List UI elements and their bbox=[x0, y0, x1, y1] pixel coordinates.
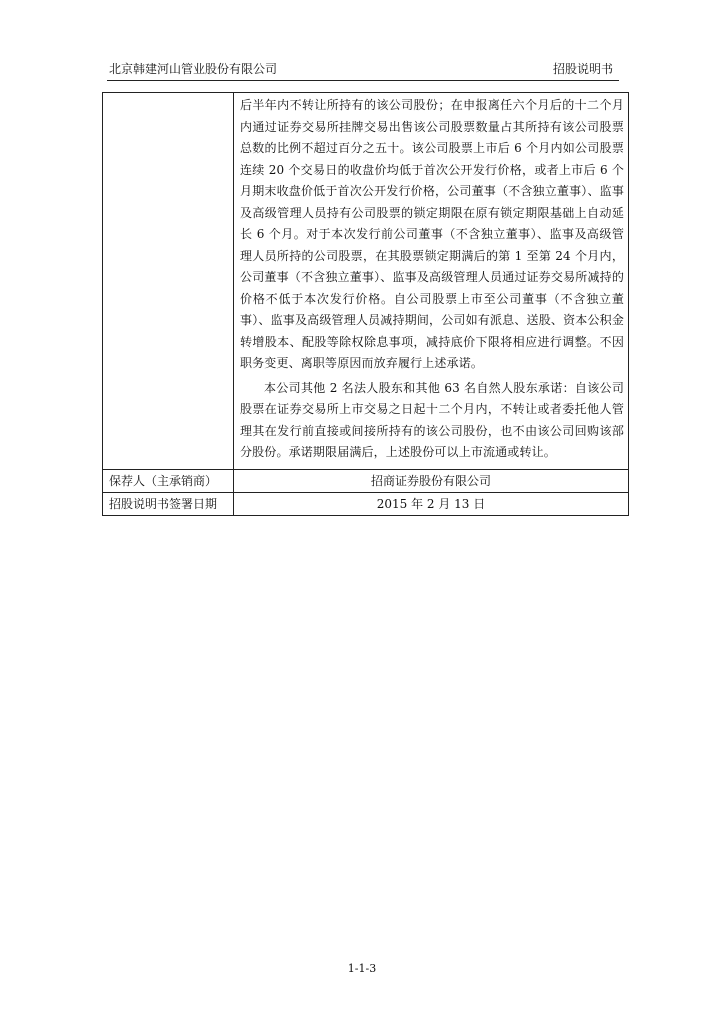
table-row bbox=[103, 469, 629, 492]
company-name: 北京韩建河山管业股份有限公司 bbox=[109, 62, 278, 76]
sponsor-label: 保荐人（主承销商） bbox=[103, 469, 234, 492]
commitment-paragraph: 后半年内不转让所持有的该公司股份；在申报离任六个月后的十二个月内通过证券交易所挂牌交易出售该公司股票数量占其所持有该公司股票总数的比例不超过百分之五十。该公司股票上市后 6 个月内如公司股票连续 20 个交易日的收盘价均低于首次公开发行价格，或者上市后 6 个月期末收盘价低于首次公开发行价格，公司董事（不含独立董事）、监事及高级管理人员持有公司股票的锁定期限在原有锁定期限基础上自动延长 6 个月。对于本次发行前公司董事（不含独立董事）、监事及高级管理人员所持的公司股票，在其股票锁定期满后的第 1 至第 24 个月内，公司董事（不含独立董事）、监事及高级管理人员通过证券交易所减持的价格不低于本次发行价格。自公司股票上市至公司董事（不含独立董事）、监事及高级管理人员减持期间，公司如有派息、送股、资本公积金转增股本、配股等除权除息事项，减持底价下限将相应进行调整。不因职务变更、离职等原因而放弃履行上述承诺。 bbox=[240, 98, 624, 370]
document-type: 招股说明书 bbox=[552, 62, 613, 76]
page-number: 1-1-3 bbox=[347, 962, 377, 975]
header-rule bbox=[107, 80, 619, 81]
info-table bbox=[102, 92, 629, 516]
table-row bbox=[103, 93, 629, 470]
commitment-paragraph: 本公司其他 2 名法人股东和其他 63 名自然人股东承诺：自该公司股票在证券交易所上市交易之日起十二个月内，不转让或者委托他人管理其在发行前直接或间接所持有的该公司股份，也不由该公司回购该部分股份。承诺期限届满后，上述股份可以上市流通或转让。 bbox=[240, 380, 624, 459]
empty-label-cell bbox=[103, 93, 234, 470]
sign-date-value: 2015 年 2 月 13 日 bbox=[234, 492, 629, 515]
table-row bbox=[103, 492, 629, 515]
page-header bbox=[107, 58, 619, 80]
sign-date-label: 招股说明书签署日期 bbox=[103, 492, 234, 515]
commitment-cell bbox=[234, 93, 629, 470]
sponsor-value: 招商证券股份有限公司 bbox=[234, 469, 629, 492]
